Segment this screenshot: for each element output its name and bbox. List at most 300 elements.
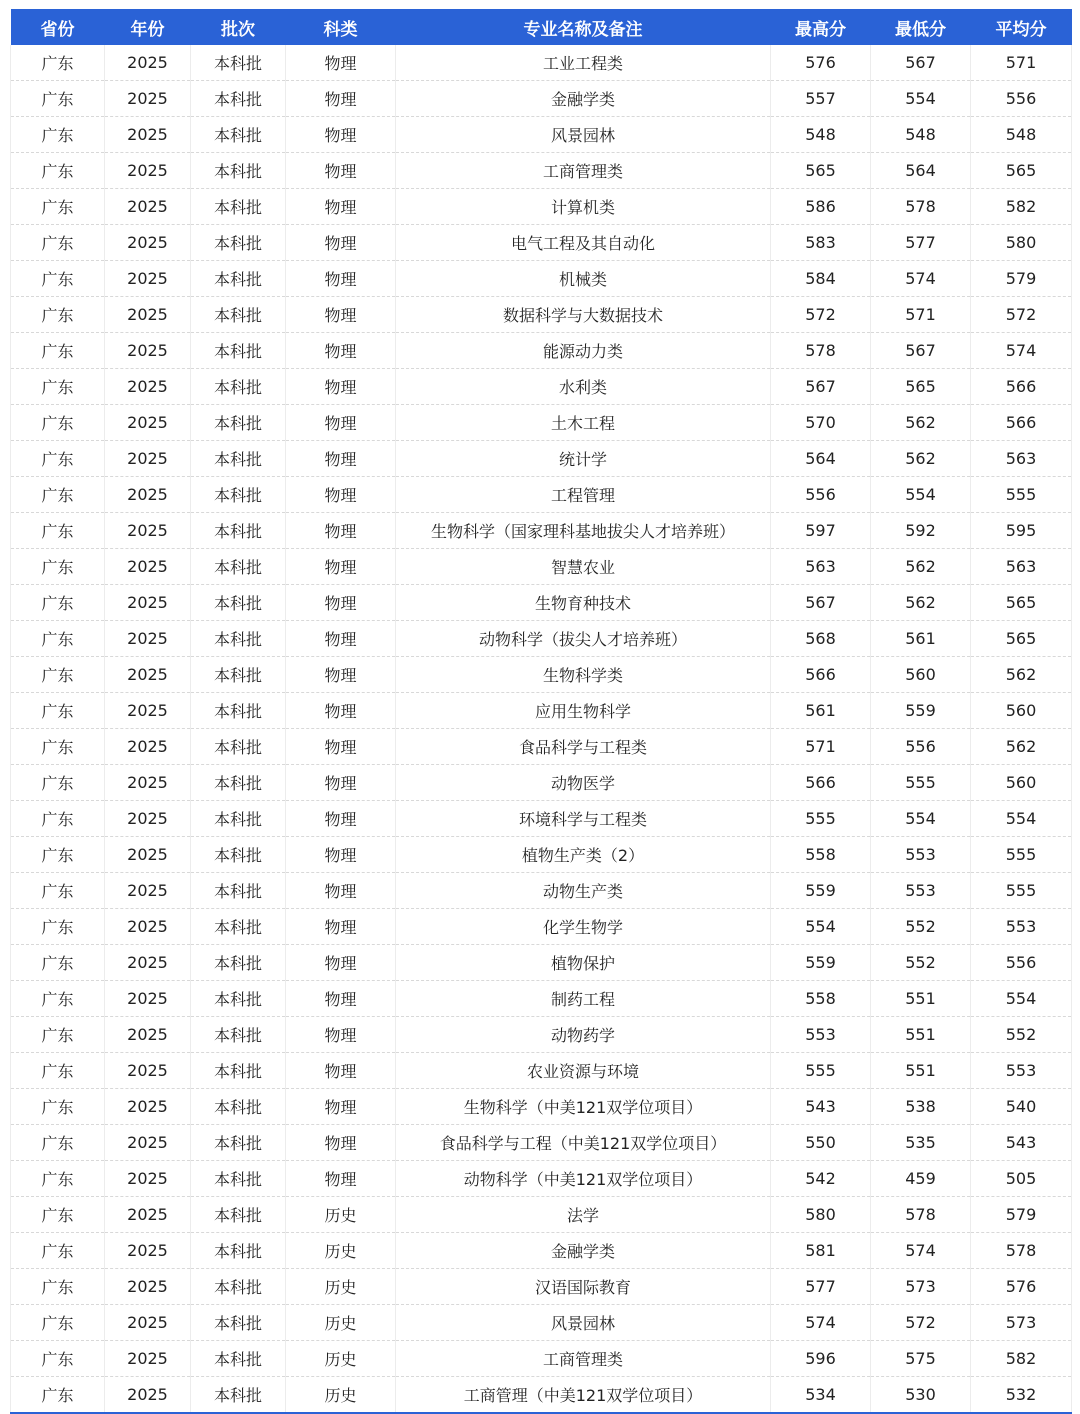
cell-subject: 历史 <box>286 1377 396 1414</box>
cell-year: 2025 <box>105 405 191 441</box>
cell-max-score: 542 <box>771 1161 871 1197</box>
cell-batch: 本科批 <box>191 1377 286 1414</box>
cell-major: 水利类 <box>396 369 771 405</box>
cell-subject: 物理 <box>286 117 396 153</box>
cell-province: 广东 <box>11 837 105 873</box>
cell-min-score: 571 <box>871 297 971 333</box>
cell-province: 广东 <box>11 369 105 405</box>
cell-avg-score: 553 <box>971 909 1072 945</box>
cell-subject: 物理 <box>286 1161 396 1197</box>
cell-max-score: 576 <box>771 45 871 81</box>
cell-province: 广东 <box>11 81 105 117</box>
cell-province: 广东 <box>11 693 105 729</box>
cell-major: 生物科学类 <box>396 657 771 693</box>
cell-avg-score: 580 <box>971 225 1072 261</box>
cell-max-score: 559 <box>771 945 871 981</box>
cell-min-score: 538 <box>871 1089 971 1125</box>
cell-min-score: 567 <box>871 333 971 369</box>
cell-year: 2025 <box>105 1233 191 1269</box>
table-row <box>11 261 1072 297</box>
cell-min-score: 562 <box>871 549 971 585</box>
cell-max-score: 550 <box>771 1125 871 1161</box>
cell-subject: 物理 <box>286 477 396 513</box>
cell-subject: 物理 <box>286 297 396 333</box>
cell-year: 2025 <box>105 1053 191 1089</box>
cell-subject: 物理 <box>286 81 396 117</box>
cell-province: 广东 <box>11 45 105 81</box>
cell-min-score: 572 <box>871 1305 971 1341</box>
cell-max-score: 570 <box>771 405 871 441</box>
cell-batch: 本科批 <box>191 153 286 189</box>
cell-avg-score: 562 <box>971 657 1072 693</box>
cell-min-score: 554 <box>871 801 971 837</box>
cell-batch: 本科批 <box>191 657 286 693</box>
cell-min-score: 559 <box>871 693 971 729</box>
cell-min-score: 573 <box>871 1269 971 1305</box>
cell-major: 机械类 <box>396 261 771 297</box>
cell-province: 广东 <box>11 549 105 585</box>
cell-batch: 本科批 <box>191 693 286 729</box>
cell-major: 数据科学与大数据技术 <box>396 297 771 333</box>
cell-batch: 本科批 <box>191 225 286 261</box>
cell-avg-score: 579 <box>971 261 1072 297</box>
cell-province: 广东 <box>11 801 105 837</box>
cell-batch: 本科批 <box>191 441 286 477</box>
cell-min-score: 553 <box>871 873 971 909</box>
cell-subject: 物理 <box>286 45 396 81</box>
cell-subject: 物理 <box>286 621 396 657</box>
table-row <box>11 1053 1072 1089</box>
cell-major: 化学生物学 <box>396 909 771 945</box>
cell-max-score: 553 <box>771 1017 871 1053</box>
cell-avg-score: 573 <box>971 1305 1072 1341</box>
cell-avg-score: 582 <box>971 1341 1072 1377</box>
cell-major: 动物医学 <box>396 765 771 801</box>
cell-max-score: 559 <box>771 873 871 909</box>
cell-max-score: 574 <box>771 1305 871 1341</box>
table-row <box>11 1269 1072 1305</box>
cell-min-score: 551 <box>871 981 971 1017</box>
cell-major: 动物科学（中美121双学位项目） <box>396 1161 771 1197</box>
cell-province: 广东 <box>11 1125 105 1161</box>
cell-province: 广东 <box>11 729 105 765</box>
cell-major: 能源动力类 <box>396 333 771 369</box>
cell-min-score: 578 <box>871 1197 971 1233</box>
cell-province: 广东 <box>11 225 105 261</box>
cell-year: 2025 <box>105 549 191 585</box>
cell-min-score: 535 <box>871 1125 971 1161</box>
cell-year: 2025 <box>105 1017 191 1053</box>
cell-year: 2025 <box>105 1341 191 1377</box>
cell-max-score: 586 <box>771 189 871 225</box>
cell-year: 2025 <box>105 1305 191 1341</box>
cell-year: 2025 <box>105 333 191 369</box>
cell-province: 广东 <box>11 1017 105 1053</box>
cell-major: 环境科学与工程类 <box>396 801 771 837</box>
cell-year: 2025 <box>105 693 191 729</box>
cell-subject: 物理 <box>286 873 396 909</box>
cell-min-score: 548 <box>871 117 971 153</box>
cell-year: 2025 <box>105 765 191 801</box>
cell-min-score: 564 <box>871 153 971 189</box>
cell-avg-score: 579 <box>971 1197 1072 1233</box>
table-row <box>11 405 1072 441</box>
cell-avg-score: 563 <box>971 549 1072 585</box>
cell-subject: 历史 <box>286 1341 396 1377</box>
cell-province: 广东 <box>11 981 105 1017</box>
table-row <box>11 1377 1072 1414</box>
cell-major: 食品科学与工程（中美121双学位项目） <box>396 1125 771 1161</box>
cell-max-score: 557 <box>771 81 871 117</box>
cell-batch: 本科批 <box>191 189 286 225</box>
cell-batch: 本科批 <box>191 1233 286 1269</box>
cell-batch: 本科批 <box>191 1197 286 1233</box>
cell-year: 2025 <box>105 189 191 225</box>
cell-max-score: 555 <box>771 801 871 837</box>
cell-batch: 本科批 <box>191 549 286 585</box>
cell-batch: 本科批 <box>191 585 286 621</box>
cell-batch: 本科批 <box>191 1269 286 1305</box>
cell-batch: 本科批 <box>191 297 286 333</box>
table-row <box>11 765 1072 801</box>
cell-batch: 本科批 <box>191 1305 286 1341</box>
cell-province: 广东 <box>11 1341 105 1377</box>
header-batch: 批次 <box>191 9 286 45</box>
cell-avg-score: 565 <box>971 585 1072 621</box>
cell-province: 广东 <box>11 405 105 441</box>
table-row <box>11 657 1072 693</box>
cell-province: 广东 <box>11 1377 105 1414</box>
cell-year: 2025 <box>105 837 191 873</box>
cell-min-score: 578 <box>871 189 971 225</box>
cell-batch: 本科批 <box>191 765 286 801</box>
cell-subject: 物理 <box>286 801 396 837</box>
table-row <box>11 45 1072 81</box>
cell-avg-score: 571 <box>971 45 1072 81</box>
cell-year: 2025 <box>105 1377 191 1414</box>
cell-subject: 物理 <box>286 189 396 225</box>
cell-subject: 物理 <box>286 837 396 873</box>
cell-year: 2025 <box>105 117 191 153</box>
cell-year: 2025 <box>105 297 191 333</box>
cell-province: 广东 <box>11 1233 105 1269</box>
cell-batch: 本科批 <box>191 477 286 513</box>
cell-batch: 本科批 <box>191 117 286 153</box>
cell-major: 法学 <box>396 1197 771 1233</box>
table-row <box>11 837 1072 873</box>
cell-year: 2025 <box>105 261 191 297</box>
cell-max-score: 568 <box>771 621 871 657</box>
cell-year: 2025 <box>105 1089 191 1125</box>
cell-batch: 本科批 <box>191 621 286 657</box>
cell-subject: 历史 <box>286 1305 396 1341</box>
cell-province: 广东 <box>11 621 105 657</box>
cell-province: 广东 <box>11 657 105 693</box>
cell-province: 广东 <box>11 477 105 513</box>
table-row <box>11 1197 1072 1233</box>
cell-min-score: 554 <box>871 477 971 513</box>
cell-province: 广东 <box>11 909 105 945</box>
cell-major: 动物药学 <box>396 1017 771 1053</box>
cell-major: 统计学 <box>396 441 771 477</box>
cell-major: 生物科学（中美121双学位项目） <box>396 1089 771 1125</box>
cell-batch: 本科批 <box>191 1161 286 1197</box>
cell-batch: 本科批 <box>191 405 286 441</box>
cell-avg-score: 554 <box>971 801 1072 837</box>
cell-batch: 本科批 <box>191 801 286 837</box>
cell-avg-score: 560 <box>971 765 1072 801</box>
cell-province: 广东 <box>11 1053 105 1089</box>
table-row <box>11 621 1072 657</box>
cell-max-score: 597 <box>771 513 871 549</box>
cell-province: 广东 <box>11 765 105 801</box>
cell-max-score: 577 <box>771 1269 871 1305</box>
cell-subject: 物理 <box>286 333 396 369</box>
cell-min-score: 592 <box>871 513 971 549</box>
cell-max-score: 566 <box>771 765 871 801</box>
cell-major: 工商管理类 <box>396 153 771 189</box>
cell-major: 植物生产类（2） <box>396 837 771 873</box>
cell-year: 2025 <box>105 1197 191 1233</box>
cell-avg-score: 548 <box>971 117 1072 153</box>
cell-major: 农业资源与环境 <box>396 1053 771 1089</box>
cell-year: 2025 <box>105 873 191 909</box>
cell-subject: 物理 <box>286 441 396 477</box>
table-row <box>11 729 1072 765</box>
cell-year: 2025 <box>105 621 191 657</box>
cell-avg-score: 565 <box>971 153 1072 189</box>
cell-year: 2025 <box>105 1125 191 1161</box>
cell-max-score: 548 <box>771 117 871 153</box>
table-row <box>11 981 1072 1017</box>
cell-subject: 物理 <box>286 513 396 549</box>
cell-avg-score: 582 <box>971 189 1072 225</box>
table-row <box>11 801 1072 837</box>
cell-max-score: 566 <box>771 657 871 693</box>
table-row <box>11 477 1072 513</box>
cell-major: 土木工程 <box>396 405 771 441</box>
cell-min-score: 552 <box>871 909 971 945</box>
cell-min-score: 561 <box>871 621 971 657</box>
table-header-row <box>11 9 1072 45</box>
cell-province: 广东 <box>11 873 105 909</box>
cell-avg-score: 556 <box>971 945 1072 981</box>
cell-avg-score: 566 <box>971 405 1072 441</box>
cell-year: 2025 <box>105 153 191 189</box>
cell-major: 工程管理 <box>396 477 771 513</box>
cell-min-score: 530 <box>871 1377 971 1414</box>
cell-batch: 本科批 <box>191 729 286 765</box>
cell-min-score: 562 <box>871 441 971 477</box>
cell-year: 2025 <box>105 369 191 405</box>
cell-min-score: 565 <box>871 369 971 405</box>
cell-major: 工商管理（中美121双学位项目） <box>396 1377 771 1414</box>
cell-batch: 本科批 <box>191 333 286 369</box>
cell-batch: 本科批 <box>191 513 286 549</box>
header-province: 省份 <box>11 9 105 45</box>
cell-province: 广东 <box>11 261 105 297</box>
cell-max-score: 543 <box>771 1089 871 1125</box>
table-body <box>11 45 1072 1413</box>
header-year: 年份 <box>105 9 191 45</box>
table-row <box>11 693 1072 729</box>
cell-batch: 本科批 <box>191 981 286 1017</box>
cell-year: 2025 <box>105 45 191 81</box>
cell-province: 广东 <box>11 513 105 549</box>
cell-year: 2025 <box>105 225 191 261</box>
cell-major: 金融学类 <box>396 81 771 117</box>
cell-batch: 本科批 <box>191 909 286 945</box>
table-row <box>11 333 1072 369</box>
cell-year: 2025 <box>105 477 191 513</box>
cell-max-score: 555 <box>771 1053 871 1089</box>
admission-scores-table <box>10 9 1072 1414</box>
cell-subject: 物理 <box>286 405 396 441</box>
cell-year: 2025 <box>105 1161 191 1197</box>
cell-major: 工业工程类 <box>396 45 771 81</box>
cell-year: 2025 <box>105 585 191 621</box>
cell-avg-score: 563 <box>971 441 1072 477</box>
table-row <box>11 513 1072 549</box>
cell-batch: 本科批 <box>191 261 286 297</box>
cell-min-score: 554 <box>871 81 971 117</box>
cell-max-score: 565 <box>771 153 871 189</box>
cell-avg-score: 578 <box>971 1233 1072 1269</box>
cell-max-score: 554 <box>771 909 871 945</box>
cell-major: 汉语国际教育 <box>396 1269 771 1305</box>
cell-avg-score: 555 <box>971 477 1072 513</box>
cell-major: 智慧农业 <box>396 549 771 585</box>
cell-province: 广东 <box>11 585 105 621</box>
cell-subject: 物理 <box>286 693 396 729</box>
cell-max-score: 567 <box>771 369 871 405</box>
cell-major: 动物生产类 <box>396 873 771 909</box>
cell-subject: 物理 <box>286 549 396 585</box>
cell-batch: 本科批 <box>191 1089 286 1125</box>
cell-subject: 物理 <box>286 657 396 693</box>
cell-major: 金融学类 <box>396 1233 771 1269</box>
cell-avg-score: 555 <box>971 837 1072 873</box>
table-row <box>11 873 1072 909</box>
cell-max-score: 578 <box>771 333 871 369</box>
cell-major: 植物保护 <box>396 945 771 981</box>
cell-subject: 物理 <box>286 153 396 189</box>
header-min-score: 最低分 <box>871 9 971 45</box>
cell-avg-score: 562 <box>971 729 1072 765</box>
cell-max-score: 580 <box>771 1197 871 1233</box>
admission-scores-table-wrapper <box>10 9 1071 1414</box>
cell-batch: 本科批 <box>191 837 286 873</box>
cell-subject: 物理 <box>286 1017 396 1053</box>
cell-min-score: 574 <box>871 261 971 297</box>
cell-province: 广东 <box>11 153 105 189</box>
table-row <box>11 1125 1072 1161</box>
cell-major: 电气工程及其自动化 <box>396 225 771 261</box>
cell-province: 广东 <box>11 333 105 369</box>
cell-avg-score: 554 <box>971 981 1072 1017</box>
cell-max-score: 556 <box>771 477 871 513</box>
table-row <box>11 909 1072 945</box>
table-row <box>11 189 1072 225</box>
cell-min-score: 575 <box>871 1341 971 1377</box>
cell-min-score: 551 <box>871 1017 971 1053</box>
cell-max-score: 584 <box>771 261 871 297</box>
table-row <box>11 153 1072 189</box>
cell-avg-score: 572 <box>971 297 1072 333</box>
table-row <box>11 1161 1072 1197</box>
cell-batch: 本科批 <box>191 1017 286 1053</box>
cell-year: 2025 <box>105 909 191 945</box>
cell-subject: 历史 <box>286 1269 396 1305</box>
cell-year: 2025 <box>105 1269 191 1305</box>
cell-max-score: 583 <box>771 225 871 261</box>
cell-max-score: 581 <box>771 1233 871 1269</box>
cell-avg-score: 543 <box>971 1125 1072 1161</box>
cell-max-score: 572 <box>771 297 871 333</box>
cell-min-score: 553 <box>871 837 971 873</box>
table-row <box>11 81 1072 117</box>
cell-avg-score: 540 <box>971 1089 1072 1125</box>
header-subject: 科类 <box>286 9 396 45</box>
cell-major: 应用生物科学 <box>396 693 771 729</box>
cell-major: 生物科学（国家理科基地拔尖人才培养班） <box>396 513 771 549</box>
cell-avg-score: 553 <box>971 1053 1072 1089</box>
cell-province: 广东 <box>11 1197 105 1233</box>
cell-min-score: 577 <box>871 225 971 261</box>
cell-min-score: 552 <box>871 945 971 981</box>
table-row <box>11 297 1072 333</box>
cell-year: 2025 <box>105 441 191 477</box>
cell-min-score: 555 <box>871 765 971 801</box>
cell-province: 广东 <box>11 117 105 153</box>
cell-avg-score: 532 <box>971 1377 1072 1414</box>
cell-batch: 本科批 <box>191 873 286 909</box>
table-row <box>11 1341 1072 1377</box>
cell-major: 制药工程 <box>396 981 771 1017</box>
cell-min-score: 551 <box>871 1053 971 1089</box>
cell-subject: 历史 <box>286 1197 396 1233</box>
cell-min-score: 574 <box>871 1233 971 1269</box>
header-major: 专业名称及备注 <box>396 9 771 45</box>
cell-avg-score: 555 <box>971 873 1072 909</box>
cell-major: 食品科学与工程类 <box>396 729 771 765</box>
table-row <box>11 1233 1072 1269</box>
cell-min-score: 567 <box>871 45 971 81</box>
cell-avg-score: 556 <box>971 81 1072 117</box>
cell-major: 工商管理类 <box>396 1341 771 1377</box>
table-row <box>11 225 1072 261</box>
table-row <box>11 1017 1072 1053</box>
cell-avg-score: 505 <box>971 1161 1072 1197</box>
cell-year: 2025 <box>105 801 191 837</box>
table-row <box>11 945 1072 981</box>
cell-major: 动物科学（拔尖人才培养班） <box>396 621 771 657</box>
cell-avg-score: 574 <box>971 333 1072 369</box>
cell-major: 生物育种技术 <box>396 585 771 621</box>
cell-year: 2025 <box>105 657 191 693</box>
cell-batch: 本科批 <box>191 369 286 405</box>
cell-major: 风景园林 <box>396 117 771 153</box>
cell-subject: 物理 <box>286 945 396 981</box>
cell-max-score: 564 <box>771 441 871 477</box>
cell-batch: 本科批 <box>191 1125 286 1161</box>
cell-avg-score: 566 <box>971 369 1072 405</box>
cell-avg-score: 576 <box>971 1269 1072 1305</box>
cell-province: 广东 <box>11 297 105 333</box>
cell-min-score: 560 <box>871 657 971 693</box>
cell-major: 计算机类 <box>396 189 771 225</box>
cell-subject: 物理 <box>286 261 396 297</box>
